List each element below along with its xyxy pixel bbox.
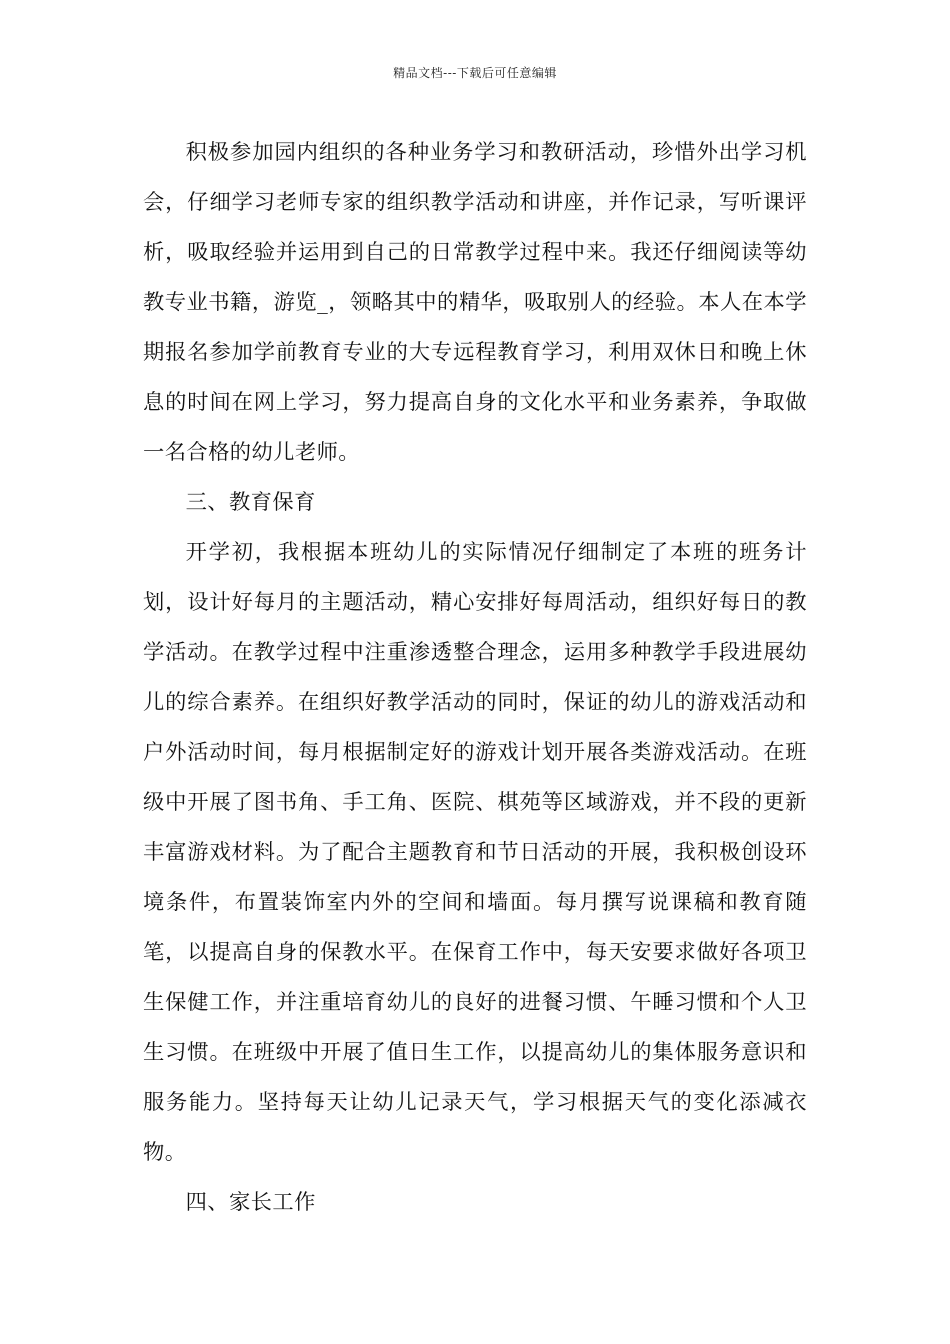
section-heading-education-care: 三、教育保育 [185,490,316,515]
section-heading-parent-work: 四、家长工作 [185,1190,316,1215]
document-body [143,128,807,1228]
paragraph-study: 积极参加园内组织的各种业务学习和教研活动，珍惜外出学习机会，仔细学习老师专家的组织教学活动和讲座，并作记录，写听课评析，吸取经验并运用到自己的日常教学过程中来。我还仔细阅读等幼教专业书籍，游览_，领略其中的精华，吸取别人的经验。本人在本学期报名参加学前教育专业的大专远程教育学习，利用双休日和晚上休息的时间在网上学习，努力提高自身的文化水平和业务素养，争取做一名合格的幼儿老师。 [143,140,807,465]
paragraph-education-care: 开学初，我根据本班幼儿的实际情况仔细制定了本班的班务计划，设计好每月的主题活动，精心安排好每周活动，组织好每日的教学活动。在教学过程中注重渗透整合理念，运用多种教学手段进展幼儿的综合素养。在组织好教学活动的同时，保证的幼儿的游戏活动和户外活动时间，每月根据制定好的游戏计划开展各类游戏活动。在班级中开展了图书角、手工角、医院、棋苑等区域游戏，并不段的更新丰富游戏材料。为了配合主题教育和节日活动的开展，我积极创设环境条件，布置装饰室内外的空间和墙面。每月撰写说课稿和教育随笔，以提高自身的保教水平。在保育工作中，每天安要求做好各项卫生保健工作，并注重培育幼儿的良好的进餐习惯、午睡习惯和个人卫生习惯。在班级中开展了值日生工作，以提高幼儿的集体服务意识和服务能力。坚持每天让幼儿记录天气，学习根据天气的变化添减衣物。 [143,540,807,1165]
page-header: 精品文档---下载后可任意编辑 [393,66,557,80]
